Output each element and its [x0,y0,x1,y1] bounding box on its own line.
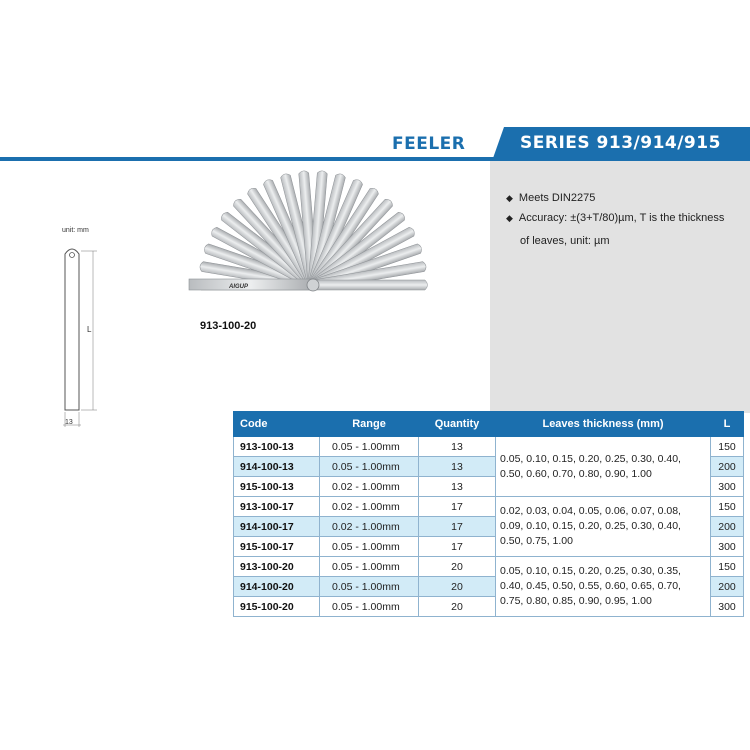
pivot-screw [307,279,319,291]
feeler-leaf [313,280,428,290]
series-title: SERIES 913/914/915 [520,133,721,153]
cell-quantity: 17 [419,517,496,537]
cell-code: 915-100-20 [234,597,320,617]
cell-code: 915-100-17 [234,537,320,557]
illustration-part-number: 913-100-20 [200,320,257,332]
cell-quantity: 17 [419,537,496,557]
cell-quantity: 13 [419,437,496,457]
cell-length: 200 [711,457,744,477]
cell-code: 914-100-13 [234,457,320,477]
cell-length: 300 [711,477,744,497]
header-quantity: Quantity [419,412,496,437]
unit-label: unit: mm [62,227,89,234]
cell-length: 300 [711,537,744,557]
cell-length: 150 [711,497,744,517]
cell-code: 913-100-17 [234,497,320,517]
cell-code: 915-100-13 [234,477,320,497]
product-title: FEELER [392,134,466,154]
dimension-width-label: 13 [65,419,73,426]
cell-range: 0.02 - 1.00mm [320,497,419,517]
header-leaves: Leaves thickness (mm) [496,412,711,437]
spec-item-din: ◆ Meets DIN2275 [506,192,596,204]
diamond-bullet-icon: ◆ [506,193,513,203]
cell-length: 200 [711,577,744,597]
gauge-brand-mark: AIGUP [229,284,249,290]
cell-leaves-thickness: 0.05, 0.10, 0.15, 0.20, 0.25, 0.30, 0.35, 0.40, 0.45, 0.50, 0.55, 0.60, 0.65, 0.70, 0.75, 0.80, 0.85, 0.90, 0.95, 1.00 [496,557,711,617]
blade-dimension-drawing [55,240,105,435]
diamond-bullet-icon: ◆ [506,213,513,223]
cell-range: 0.05 - 1.00mm [320,577,419,597]
cell-quantity: 20 [419,597,496,617]
cell-quantity: 13 [419,477,496,497]
cell-length: 200 [711,517,744,537]
cell-range: 0.02 - 1.00mm [320,477,419,497]
cell-quantity: 17 [419,497,496,517]
header-code: Code [234,412,320,437]
spec-item-accuracy: ◆ Accuracy: ±(3+T/80)µm, T is the thickness [506,212,725,224]
table-row [234,437,744,457]
gauge-handle [189,279,313,290]
cell-quantity: 13 [419,457,496,477]
cell-code: 914-100-17 [234,517,320,537]
cell-quantity: 20 [419,557,496,577]
cell-range: 0.05 - 1.00mm [320,437,419,457]
specification-table [233,411,744,617]
table-row [234,497,744,517]
table-row [234,557,744,577]
spec-item-accuracy-cont: of leaves, unit: µm [520,235,610,247]
cell-leaves-thickness: 0.05, 0.10, 0.15, 0.20, 0.25, 0.30, 0.40, 0.50, 0.60, 0.70, 0.80, 0.90, 1.00 [496,437,711,497]
cell-length: 150 [711,437,744,457]
cell-quantity: 20 [419,577,496,597]
cell-range: 0.05 - 1.00mm [320,597,419,617]
feeler-leaves [199,170,428,290]
cell-length: 150 [711,557,744,577]
header-range: Range [320,412,419,437]
table-header-row [234,412,744,437]
cell-range: 0.05 - 1.00mm [320,537,419,557]
cell-range: 0.02 - 1.00mm [320,517,419,537]
cell-range: 0.05 - 1.00mm [320,457,419,477]
cell-code: 914-100-20 [234,577,320,597]
header-length: L [711,412,744,437]
dimension-length-label: L [87,325,92,334]
cell-code: 913-100-20 [234,557,320,577]
cell-code: 913-100-13 [234,437,320,457]
feeler-gauge-illustration [185,165,435,405]
cell-leaves-thickness: 0.02, 0.03, 0.04, 0.05, 0.06, 0.07, 0.08, 0.09, 0.10, 0.15, 0.20, 0.25, 0.30, 0.40, 0.50, 0.75, 1.00 [496,497,711,557]
cell-range: 0.05 - 1.00mm [320,557,419,577]
cell-length: 300 [711,597,744,617]
